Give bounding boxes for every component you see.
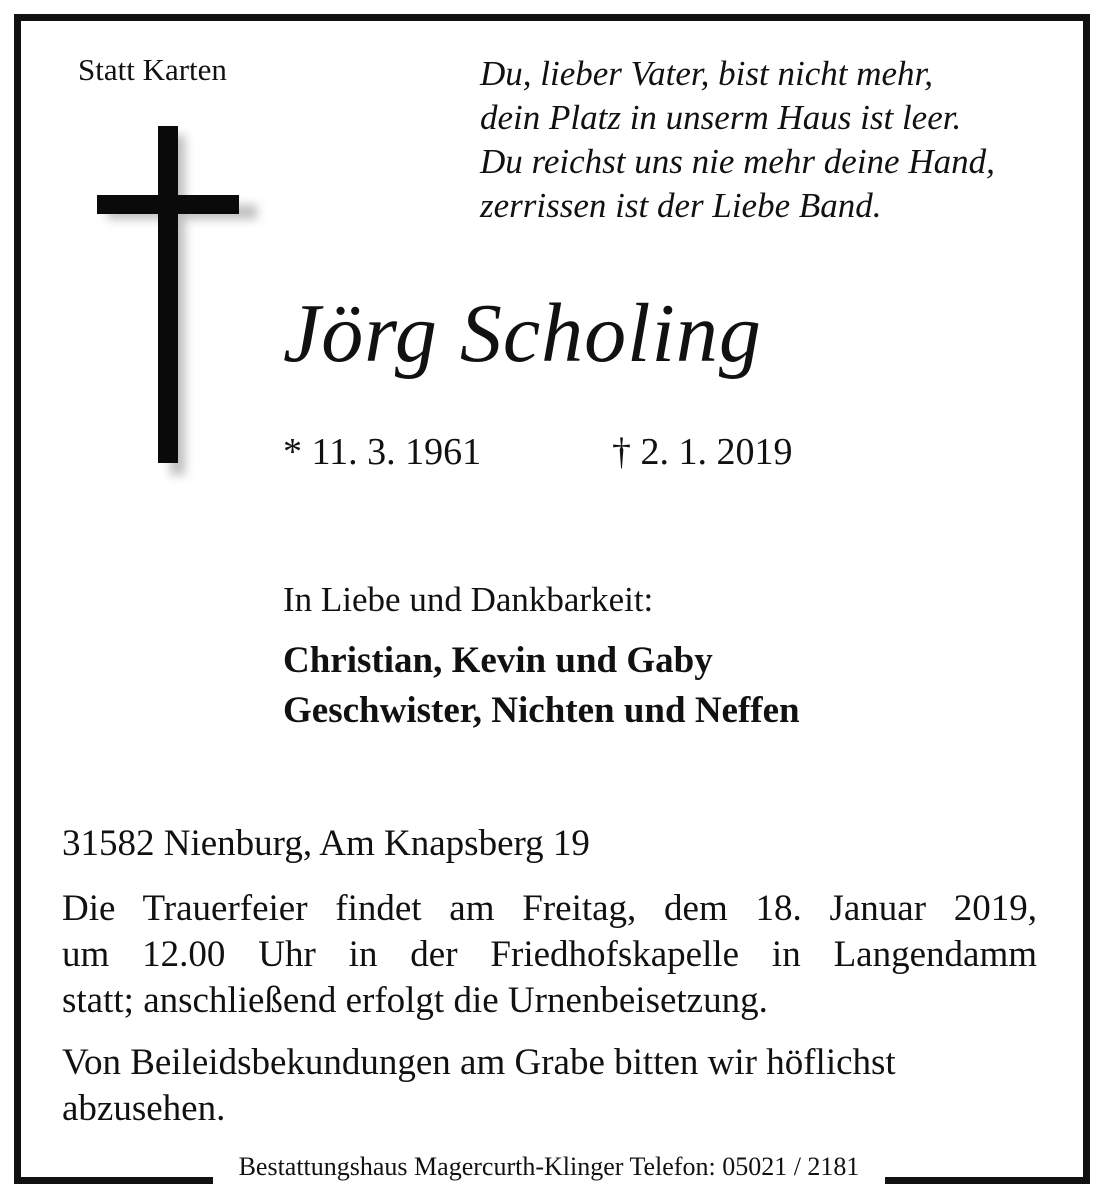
mourners-line: Geschwister, Nichten und Neffen xyxy=(283,690,800,731)
poem-line: dein Platz in unserm Haus ist leer. xyxy=(480,98,962,137)
statt-karten-label: Statt Karten xyxy=(78,52,227,87)
ceremony-paragraph xyxy=(62,886,1037,1024)
address: 31582 Nienburg, Am Knapsberg 19 xyxy=(62,823,590,864)
footer xyxy=(0,1150,1098,1184)
condolence-line: abzusehen. xyxy=(62,1088,226,1129)
cross-vertical-beam xyxy=(158,126,178,463)
funeral-home-contact: Bestattungshaus Magercurth-Klinger Telefon: 05021 / 2181 xyxy=(213,1150,886,1184)
poem-line: zerrissen ist der Liebe Band. xyxy=(480,186,882,225)
ceremony-line: Die Trauerfeier findet am Freitag, dem 18. Januar 2019, xyxy=(62,888,1037,929)
mourners-intro: In Liebe und Dankbarkeit: xyxy=(283,580,654,619)
mourners-list xyxy=(283,636,800,736)
ceremony-line: um 12.00 Uhr in der Friedhofskapelle in Langendamm xyxy=(62,934,1037,975)
poem xyxy=(480,52,995,228)
death-date: † 2. 1. 2019 xyxy=(612,431,793,473)
poem-line: Du, lieber Vater, bist nicht mehr, xyxy=(480,54,934,93)
condolence-line: Von Beileidsbekundungen am Grabe bitten wir höflichst xyxy=(62,1042,896,1083)
poem-line: Du reichst uns nie mehr deine Hand, xyxy=(480,142,995,181)
mourners-line: Christian, Kevin und Gaby xyxy=(283,640,713,681)
cross-horizontal-beam xyxy=(97,195,239,214)
deceased-name: Jörg Scholing xyxy=(283,287,762,380)
birth-date: * 11. 3. 1961 xyxy=(283,431,482,473)
ceremony-line: statt; anschließend erfolgt die Urnenbeisetzung. xyxy=(62,980,768,1021)
condolence-paragraph xyxy=(62,1040,1037,1132)
